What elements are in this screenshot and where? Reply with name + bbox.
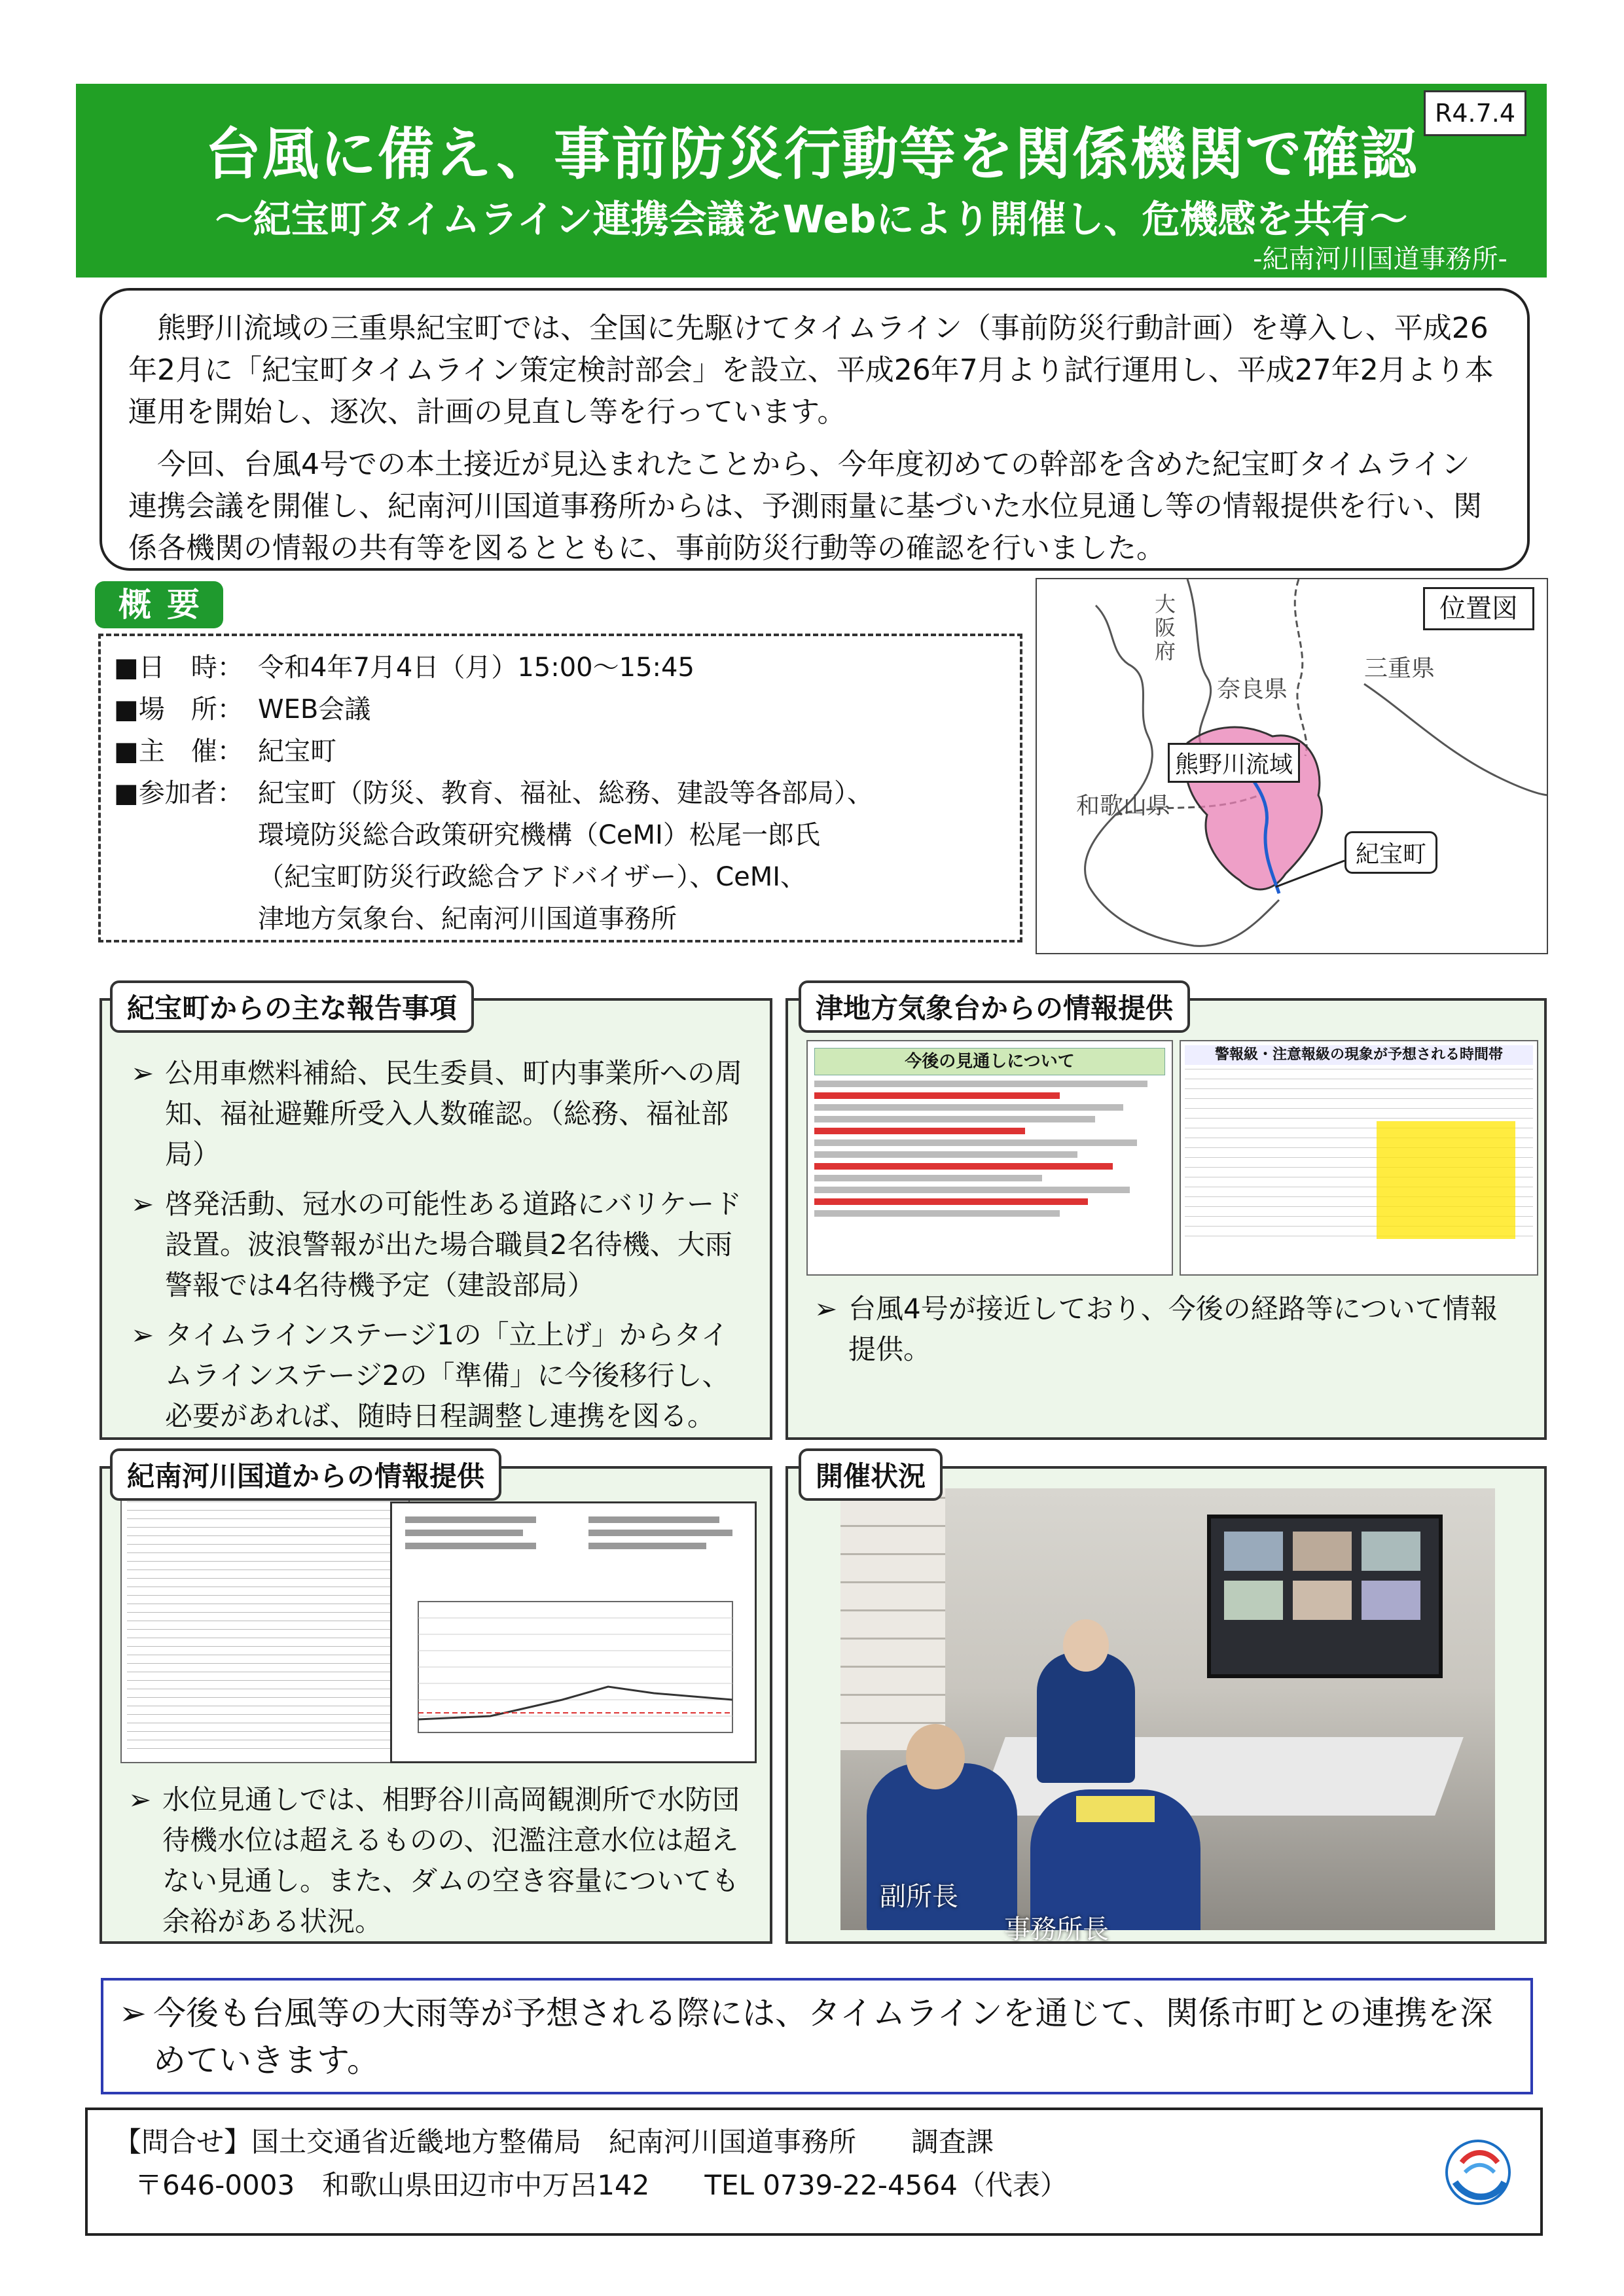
kihou-report-list bbox=[128, 1053, 750, 1446]
meeting-tag: 開催状況 bbox=[799, 1448, 943, 1501]
list-item bbox=[128, 1315, 750, 1437]
video-screen bbox=[1207, 1515, 1443, 1678]
arrow-icon: ➢ bbox=[119, 1994, 147, 2032]
date-badge: R4.7.4 bbox=[1424, 90, 1526, 136]
contact-box bbox=[85, 2108, 1543, 2236]
contact-line-2: 〒646-0003 和歌山県田辺市中万呂142 TEL 0739-22-4564（代表） bbox=[135, 2169, 1068, 2201]
forecast-document-title: 今後の見通しについて bbox=[814, 1048, 1165, 1075]
intro-paragraph-1: 熊野川流域の三重県紀宝町では、全国に先駆けてタイムライン（事前防災行動計画）を導入し、平成26年2月に「紀宝町タイムライン策定検討部会」を設立、平成26年7月より試行運用し、平成27年2月より本運用を開始し、逐次、計画の見直し等を行っています。 bbox=[128, 312, 1494, 429]
meeting-panel bbox=[785, 1466, 1547, 1944]
overview-value: 紀宝町 bbox=[258, 736, 336, 766]
kihou-report-tag: 紀宝町からの主な報告事項 bbox=[110, 980, 474, 1033]
bullet-text: 台風4号が接近しており、今後の経路等について情報提供。 bbox=[848, 1293, 1498, 1365]
overview-value: （紀宝町防災行政総合アドバイザー）、CeMI、 bbox=[258, 862, 807, 892]
header-banner bbox=[76, 84, 1547, 278]
kinan-info-panel bbox=[99, 1466, 772, 1944]
map-label-wakayama: 和歌山県 bbox=[1076, 793, 1171, 819]
list-item bbox=[126, 1780, 748, 1942]
kinan-info-tag: 紀南河川国道からの情報提供 bbox=[110, 1448, 501, 1501]
overview-value: 紀宝町（防災、教育、福祉、総務、建設等各部局）、 bbox=[258, 778, 873, 808]
forecast-document-body bbox=[814, 1081, 1165, 1217]
closing-message-box bbox=[101, 1978, 1533, 2094]
overview-row bbox=[114, 730, 1007, 772]
tsu-info-list bbox=[812, 1289, 1519, 1379]
water-level-graph bbox=[392, 1503, 756, 1763]
list-item bbox=[128, 1184, 750, 1306]
warning-table-grid bbox=[1185, 1069, 1533, 1246]
photo-label-vice-director: 副所長 bbox=[880, 1882, 958, 1912]
warning-table-title: 警報級・注意報級の現象が予想される時間帯 bbox=[1185, 1045, 1533, 1065]
overview-key: ■参加者： bbox=[114, 778, 244, 808]
closing-item bbox=[117, 1990, 1517, 2084]
warning-table-image bbox=[1180, 1040, 1538, 1276]
map-label-town: 紀宝町 bbox=[1344, 831, 1437, 874]
overview-tag: 概要 bbox=[95, 581, 223, 628]
office-name: -紀南河川国道事務所- bbox=[1253, 244, 1507, 274]
contact-line-1: 【問合せ】国土交通省近畿地方整備局 紀南河川国道事務所 調査課 bbox=[114, 2126, 994, 2158]
arrow-icon: ➢ bbox=[128, 1784, 152, 1816]
water-level-table-image bbox=[120, 1495, 410, 1763]
map-label-basin: 熊野川流域 bbox=[1168, 743, 1300, 783]
overview-row bbox=[114, 856, 1007, 898]
meeting-photo bbox=[840, 1488, 1495, 1930]
kihou-report-panel bbox=[99, 998, 772, 1440]
arrow-icon: ➢ bbox=[131, 1319, 154, 1351]
overview-key bbox=[114, 814, 258, 856]
photo-label-director: 事務所長 bbox=[1004, 1914, 1109, 1945]
map-label-osaka: 大阪府 bbox=[1155, 592, 1176, 664]
overview-row bbox=[114, 814, 1007, 856]
page-subtitle: ～紀宝町タイムライン連携会議をWebにより開催し、危機感を共有～ bbox=[215, 197, 1408, 242]
overview-row bbox=[114, 689, 1007, 730]
overview-box bbox=[98, 634, 1022, 942]
overview-key: ■日 時： bbox=[114, 653, 244, 683]
page-title: 台風に備え、事前防災行動等を関係機関で確認 bbox=[204, 122, 1418, 187]
kinan-info-list bbox=[126, 1780, 748, 1951]
tsu-info-panel bbox=[785, 998, 1547, 1440]
overview-value: 環境防災総合政策研究機構（CeMI）松尾一郎氏 bbox=[258, 820, 820, 850]
map-label-mie: 三重県 bbox=[1364, 655, 1435, 682]
overview-value: WEB会議 bbox=[258, 694, 371, 725]
location-map bbox=[1036, 578, 1548, 954]
intro-paragraph-2: 今回、台風4号での本土接近が見込まれたことから、今年度初めての幹部を含めた紀宝町タイムライン連携会議を開催し、紀南河川国道事務所からは、予測雨量に基づいた水位見通し等の情報提供を行い、関係各機関の情報の共有等を図るとともに、事前防災行動等の確認を行いました。 bbox=[128, 448, 1482, 565]
overview-key: ■場 所： bbox=[114, 694, 244, 725]
overview-value: 令和4年7月4日（月）15:00～15:45 bbox=[258, 653, 695, 683]
tsu-info-tag: 津地方気象台からの情報提供 bbox=[799, 980, 1190, 1033]
bullet-text: 啓発活動、冠水の可能性ある道路にバリケード設置。波浪警報が出た場合職員2名待機、大雨警報では4名待機予定（建設部局） bbox=[165, 1188, 742, 1301]
bullet-text: 水位見通しでは、相野谷川高岡観測所で水防団待機水位は超えるものの、氾濫注意水位は超えない見通し。また、ダムの空き容量についても余裕がある状況。 bbox=[162, 1784, 740, 1937]
overview-row bbox=[114, 772, 1007, 814]
arrow-icon: ➢ bbox=[131, 1188, 154, 1220]
arrow-icon: ➢ bbox=[814, 1293, 838, 1325]
list-item bbox=[128, 1053, 750, 1175]
overview-value: 津地方気象台、紀南河川国道事務所 bbox=[258, 904, 677, 934]
overview-key bbox=[114, 856, 258, 898]
closing-text: 今後も台風等の大雨等が予想される際には、タイムラインを通じて、関係市町との連携を深めていきます。 bbox=[153, 1994, 1493, 2079]
forecast-document-image bbox=[806, 1040, 1173, 1276]
water-level-graph-image bbox=[390, 1501, 757, 1763]
bullet-text: 公用車燃料補給、民生委員、町内事業所への周知、福祉避難所受入人数確認。（総務、福祉部局） bbox=[165, 1057, 743, 1170]
water-level-table-grid bbox=[127, 1501, 403, 1757]
arrow-icon: ➢ bbox=[131, 1057, 154, 1089]
map-title: 位置図 bbox=[1423, 587, 1534, 630]
mlit-logo-icon bbox=[1442, 2136, 1514, 2215]
overview-key bbox=[114, 898, 258, 940]
intro-box bbox=[99, 288, 1530, 571]
overview-row bbox=[114, 898, 1007, 940]
list-item bbox=[812, 1289, 1519, 1370]
overview-key: ■主 催： bbox=[114, 736, 244, 766]
map-label-nara: 奈良県 bbox=[1217, 676, 1288, 703]
bullet-text: タイムラインステージ1の「立上げ」からタイムラインステージ2の「準備」に今後移行し、必要があれば、随時日程調整し連携を図る。 bbox=[165, 1319, 730, 1432]
overview-row bbox=[114, 647, 1007, 689]
